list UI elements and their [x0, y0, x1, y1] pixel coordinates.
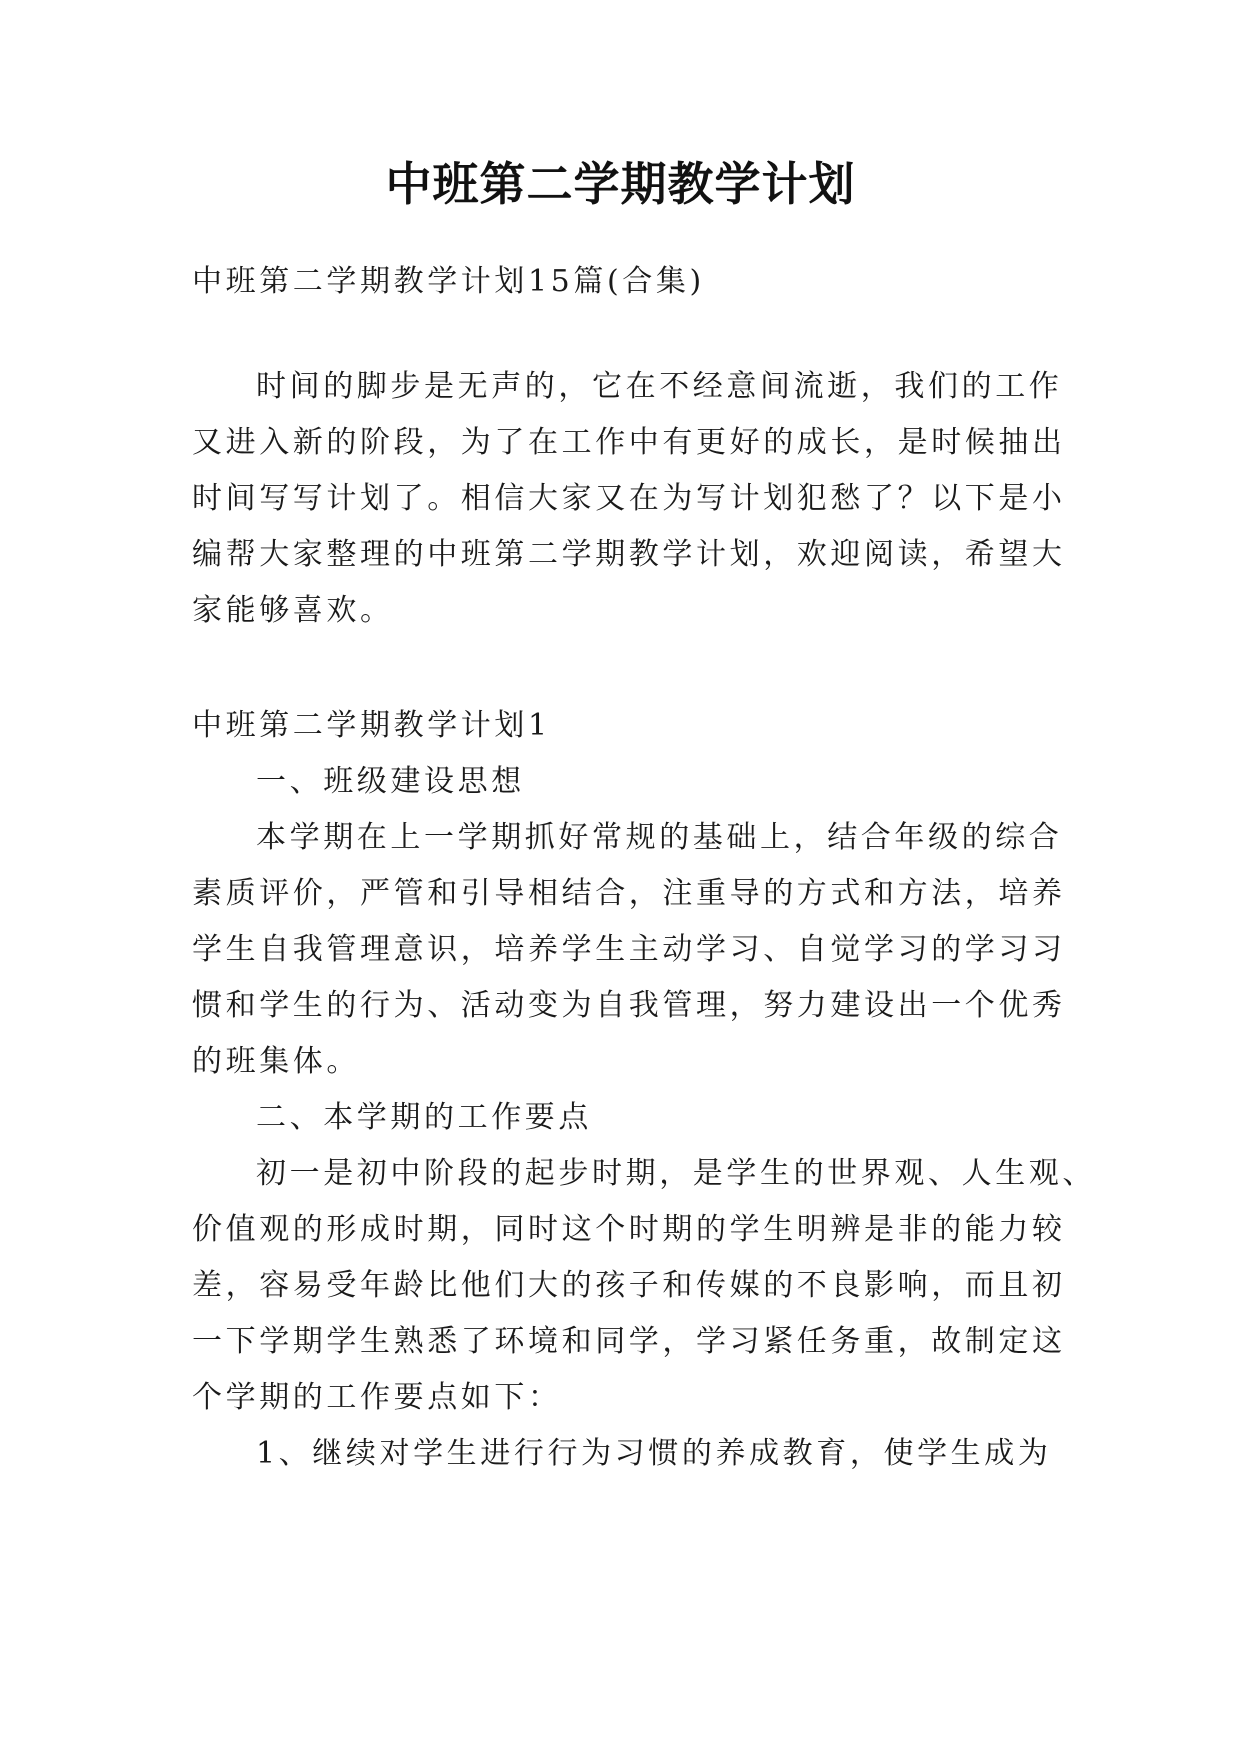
section-heading: 中班第二学期教学计划1: [192, 708, 551, 743]
list-item: 1、继续对学生进行行为习惯的养成教育，使学生成为: [256, 1436, 1052, 1471]
paragraph-line: 差，容易受年龄比他们大的孩子和传媒的不良影响，而且初: [192, 1268, 1066, 1303]
paragraph-line: 初一是初中阶段的起步时期，是学生的世界观、人生观、: [256, 1156, 1096, 1191]
paragraph-line: 学生自我管理意识，培养学生主动学习、自觉学习的学习习: [192, 932, 1066, 967]
intro-line: 时间的脚步是无声的，它在不经意间流逝，我们的工作: [256, 369, 1063, 404]
paragraph-line: 惯和学生的行为、活动变为自我管理，努力建设出一个优秀: [192, 988, 1066, 1023]
paragraph-line: 价值观的形成时期，同时这个时期的学生明辨是非的能力较: [192, 1212, 1066, 1247]
intro-line: 时间写写计划了。相信大家又在为写计划犯愁了？以下是小: [192, 481, 1066, 516]
subsection-heading: 一、班级建设思想: [256, 764, 525, 799]
paragraph-line: 的班集体。: [192, 1044, 360, 1079]
intro-line: 家能够喜欢。: [192, 593, 394, 628]
document-subtitle: 中班第二学期教学计划15篇(合集): [192, 264, 705, 299]
paragraph-line: 一下学期学生熟悉了环境和同学，学习紧任务重，故制定这: [192, 1324, 1066, 1359]
intro-line: 又进入新的阶段，为了在工作中有更好的成长，是时候抽出: [192, 425, 1066, 460]
paragraph-line: 本学期在上一学期抓好常规的基础上，结合年级的综合: [256, 820, 1063, 855]
paragraph-line: 个学期的工作要点如下：: [192, 1380, 562, 1415]
paragraph-line: 素质评价，严管和引导相结合，注重导的方式和方法，培养: [192, 876, 1066, 911]
intro-line: 编帮大家整理的中班第二学期教学计划，欢迎阅读，希望大: [192, 537, 1066, 572]
document-title: 中班第二学期教学计划: [385, 157, 856, 211]
subsection-heading: 二、本学期的工作要点: [256, 1100, 592, 1135]
